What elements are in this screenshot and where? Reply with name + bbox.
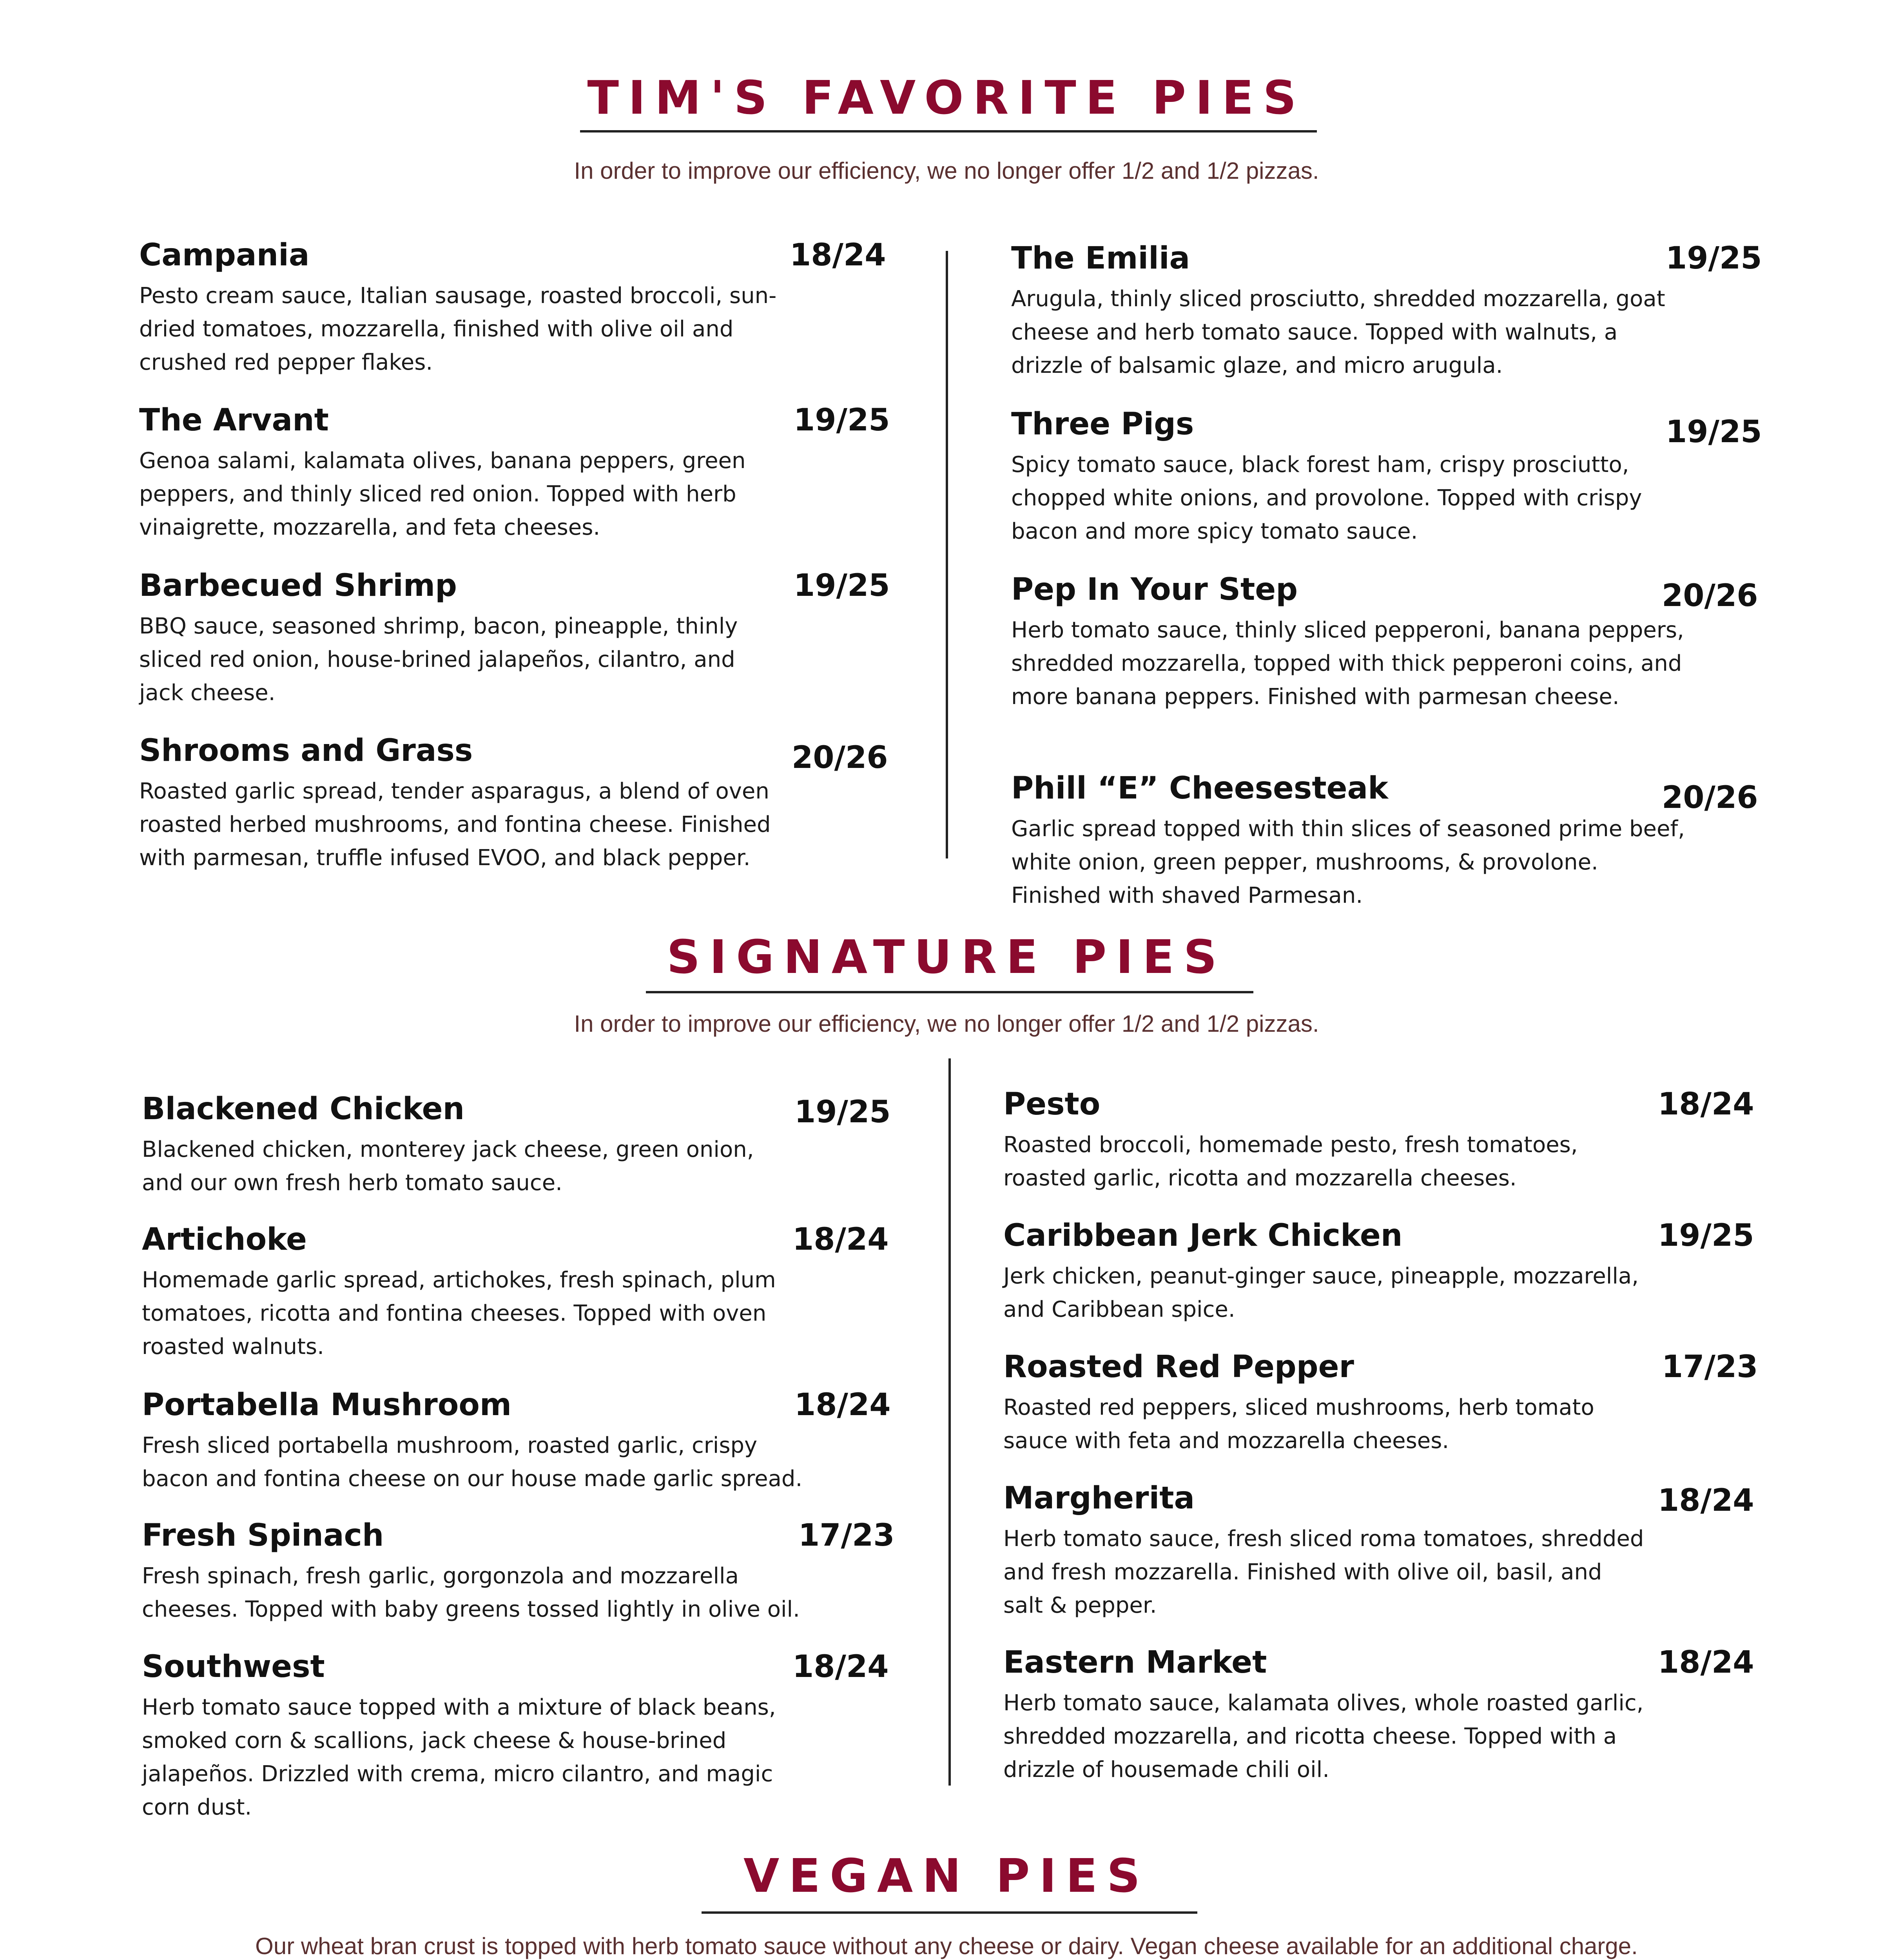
item-description: Roasted broccoli, homemade pesto, fresh tomatoes, roasted garlic, ricotta and mozzarella cheeses. (1003, 1132, 1578, 1191)
favorite-pies-title: TIM'S FAVORITE PIES (587, 71, 1306, 125)
item-price: 20/26 (1662, 780, 1758, 815)
item-name: Three Pigs (1011, 407, 1194, 442)
item-description: Fresh spinach, fresh garlic, gorgonzola and mozzarella cheeses. Topped with baby greens tossed lightly in olive oil. (142, 1563, 800, 1622)
signature-title-rule (646, 991, 1253, 993)
favorite-title-rule (580, 130, 1317, 132)
item-name: Pesto (1003, 1087, 1101, 1122)
item-description: Arugula, thinly sliced prosciutto, shredded mozzarella, goat cheese and herb tomato sauce. Topped with walnuts, a drizzle of balsamic glaze, and micro arugula. (1011, 286, 1665, 378)
item-name: Pep In Your Step (1011, 572, 1298, 607)
item-name: Shrooms and Grass (139, 733, 473, 768)
item-name: Artichoke (142, 1222, 307, 1257)
item-price: 18/24 (792, 1649, 889, 1684)
item-name: Portabella Mushroom (142, 1387, 512, 1423)
favorite-note: In order to improve our efficiency, we no longer offer 1/2 and 1/2 pizzas. (574, 158, 1319, 184)
item-description: Spicy tomato sauce, black forest ham, crispy prosciutto, chopped white onions, and provolone. Topped with crispy bacon and more spicy tomato sauce. (1011, 452, 1642, 544)
item-name: Eastern Market (1003, 1645, 1267, 1680)
item-price: 18/24 (1658, 1483, 1754, 1518)
item-price: 18/24 (794, 1387, 891, 1423)
item-description: Homemade garlic spread, artichokes, fresh spinach, plum tomatoes, ricotta and fontina cheeses. Topped with oven roasted walnuts. (142, 1267, 776, 1359)
item-price: 18/24 (1658, 1087, 1754, 1122)
item-description: Herb tomato sauce topped with a mixture of black beans, smoked corn & scallions, jack cheese & house-brined jalapeños. Drizzled with crema, micro cilantro, and magic corn dust. (142, 1695, 776, 1820)
item-price: 20/26 (792, 740, 888, 775)
item-price: 19/25 (794, 403, 890, 438)
item-description: Pesto cream sauce, Italian sausage, roasted broccoli, sun-dried tomatoes, mozzarella, finished with olive oil and crushed red pepper flakes. (139, 283, 777, 375)
item-price: 17/23 (1662, 1349, 1758, 1385)
vegan-note: Our wheat bran crust is topped with herb tomato sauce without any cheese or dairy. Vegan cheese available for an additional charge. (255, 1933, 1638, 1959)
vegan-pies-title: VEGAN PIES (743, 1849, 1150, 1903)
item-description: Herb tomato sauce, thinly sliced pepperoni, banana peppers, shredded mozzarella, topped with thick pepperoni coins, and more banana peppers. Finished with parmesan cheese. (1011, 617, 1684, 710)
item-name: Southwest (142, 1649, 325, 1684)
item-description: Genoa salami, kalamata olives, banana peppers, green peppers, and thinly sliced red onion. Topped with herb vinaigrette, mozzarella, and feta cheeses. (139, 448, 746, 540)
item-description: Roasted garlic spread, tender asparagus, a blend of oven roasted herbed mushrooms, and fontina cheese. Finished with parmesan, truffle infused EVOO, and black pepper. (139, 779, 771, 871)
item-description: BBQ sauce, seasoned shrimp, bacon, pineapple, thinly sliced red onion, house-brined jalapeños, cilantro, and jack cheese. (139, 613, 738, 706)
item-description: Roasted red peppers, sliced mushrooms, herb tomato sauce with feta and mozzarella cheeses. (1003, 1395, 1594, 1454)
item-description: Garlic spread topped with thin slices of seasoned prime beef, white onion, green pepper, mushrooms, & provolone. Finished with shaved Parmesan. (1011, 816, 1685, 908)
item-name: The Arvant (139, 403, 329, 438)
item-name: Barbecued Shrimp (139, 568, 457, 603)
item-price: 19/25 (1666, 241, 1762, 276)
item-price: 19/25 (1666, 414, 1762, 450)
item-price: 17/23 (798, 1518, 895, 1553)
vegan-title-rule (702, 1911, 1197, 1914)
item-price: 20/26 (1662, 578, 1758, 613)
item-name: Roasted Red Pepper (1003, 1349, 1354, 1385)
favorite-column-divider (946, 251, 948, 858)
item-description: Fresh sliced portabella mushroom, roasted garlic, crispy bacon and fontina cheese on our house made garlic spread. (142, 1433, 803, 1492)
item-description: Herb tomato sauce, kalamata olives, whole roasted garlic, shredded mozzarella, and ricotta cheese. Topped with a drizzle of housemade chili oil. (1003, 1690, 1644, 1782)
item-name: Margherita (1003, 1481, 1195, 1516)
item-price: 19/25 (1658, 1218, 1754, 1253)
item-description: Jerk chicken, peanut-ginger sauce, pineapple, mozzarella, and Caribbean spice. (1003, 1263, 1639, 1322)
item-price: 18/24 (1658, 1645, 1754, 1680)
signature-note: In order to improve our efficiency, we no longer offer 1/2 and 1/2 pizzas. (574, 1011, 1319, 1037)
item-price: 18/24 (790, 238, 886, 273)
signature-column-divider (948, 1058, 951, 1786)
signature-pies-title: SIGNATURE PIES (667, 930, 1226, 984)
item-name: Fresh Spinach (142, 1518, 384, 1553)
item-name: Caribbean Jerk Chicken (1003, 1218, 1403, 1253)
item-description: Herb tomato sauce, fresh sliced roma tomatoes, shredded and fresh mozzarella. Finished with olive oil, basil, and salt & pepper. (1003, 1526, 1644, 1618)
item-price: 19/25 (794, 568, 890, 603)
item-description: Blackened chicken, monterey jack cheese, green onion, and our own fresh herb tomato sauce. (142, 1137, 754, 1196)
item-name: Blackened Chicken (142, 1091, 465, 1127)
item-name: Campania (139, 238, 310, 273)
item-price: 19/25 (794, 1094, 891, 1130)
item-name: The Emilia (1011, 241, 1190, 276)
item-price: 18/24 (792, 1222, 889, 1257)
item-name: Phill “E” Cheesesteak (1011, 771, 1389, 806)
